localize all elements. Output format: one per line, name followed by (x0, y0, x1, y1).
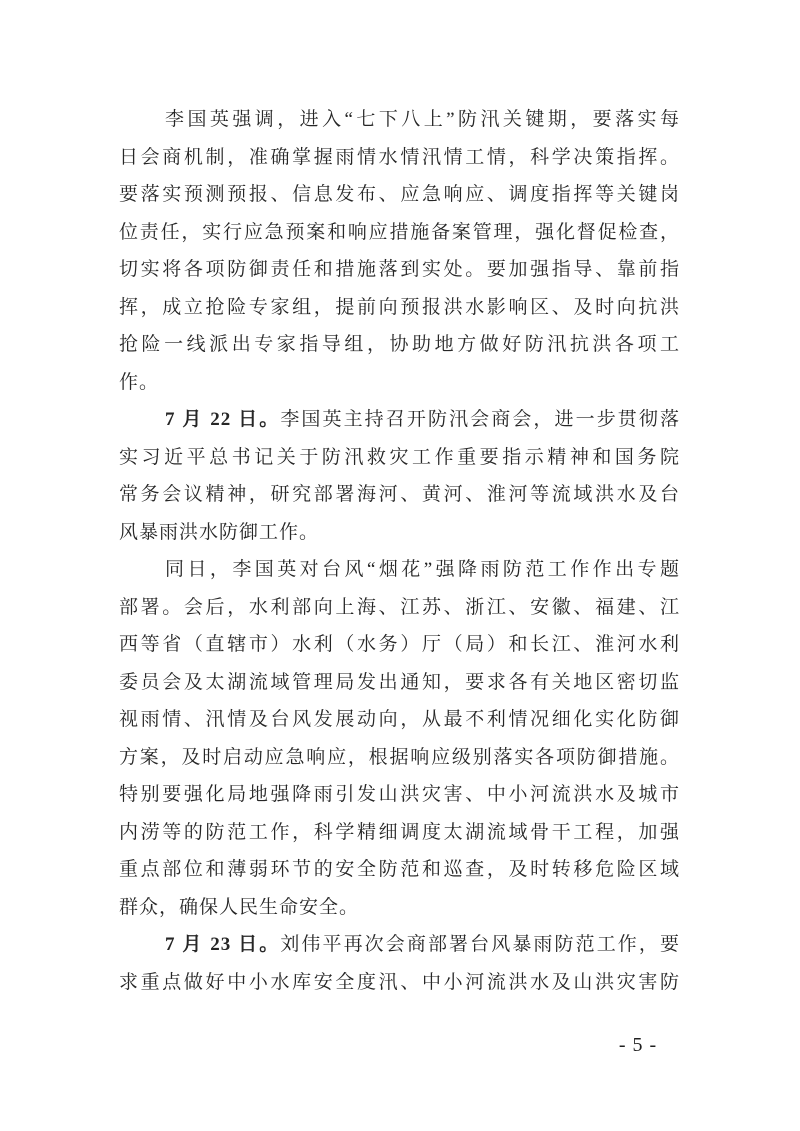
text-line: 抢险一线派出专家指导组，协助地方做好防汛抗洪各项工 (119, 334, 680, 355)
text-line: 群众，确保人民生命安全。 (119, 896, 360, 918)
text-line: 特别要强化局地强降雨引发山洪灾害、中小河流洪水及城市 (119, 784, 680, 805)
date-emphasis: 7 月 23 日。 (165, 934, 281, 955)
text-line: 日会商机制，准确掌握雨情水情汛情工情，科学决策指挥。 (119, 146, 680, 168)
text-line: 挥，成立抢险专家组，提前向预报洪水影响区、及时向抗洪 (119, 296, 680, 318)
text-line: 内涝等的防范工作，科学精细调度太湖流域骨干工程，加强 (119, 821, 680, 843)
text-line: 求重点做好中小水库安全度汛、中小河流洪水及山洪灾害防 (119, 971, 680, 993)
text-line: 位责任，实行应急预案和响应措施备案管理，强化督促检查， (119, 221, 680, 243)
text-line: 西等省（直辖市）水利（水务）厅（局）和长江、淮河水利 (119, 634, 680, 655)
text-line: 风暴雨洪水防御工作。 (119, 521, 320, 543)
text-line: 重点部位和薄弱环节的安全防范和巡查，及时转移危险区域 (119, 859, 680, 880)
text-line: 常务会议精神，研究部署海河、黄河、淮河等流域洪水及台 (119, 484, 680, 505)
document-body (119, 101, 680, 1001)
text-line: 视雨情、汛情及台风发展动向，从最不利情况细化实化防御 (119, 709, 680, 730)
date-emphasis: 7 月 22 日。 (165, 409, 281, 430)
text-line: 作。 (119, 371, 160, 393)
text-line: 方案，及时启动应急响应，根据响应级别落实各项防御措施。 (119, 746, 680, 768)
text-line: 要落实预测预报、信息发布、应急响应、调度指挥等关键岗 (119, 184, 680, 205)
text-line: 同日，李国英对台风“烟花”强降雨防范工作作出专题 (165, 559, 680, 580)
text-line: 7 月 22 日。李国英主持召开防汛会商会，进一步贯彻落 (165, 409, 680, 430)
text-line: 7 月 23 日。刘伟平再次会商部署台风暴雨防范工作，要 (165, 934, 680, 955)
page-number: - 5 - (618, 1034, 658, 1056)
text-line: 部署。会后，水利部向上海、江苏、浙江、安徽、福建、江 (119, 596, 680, 618)
text-line: 实习近平总书记关于防汛救灾工作重要指示精神和国务院 (119, 446, 680, 468)
text-line: 委员会及太湖流域管理局发出通知，要求各有关地区密切监 (119, 671, 680, 693)
text-line: 李国英强调，进入“七下八上”防汛关键期，要落实每 (165, 109, 680, 130)
text-line: 切实将各项防御责任和措施落到实处。要加强指导、靠前指 (119, 259, 680, 280)
